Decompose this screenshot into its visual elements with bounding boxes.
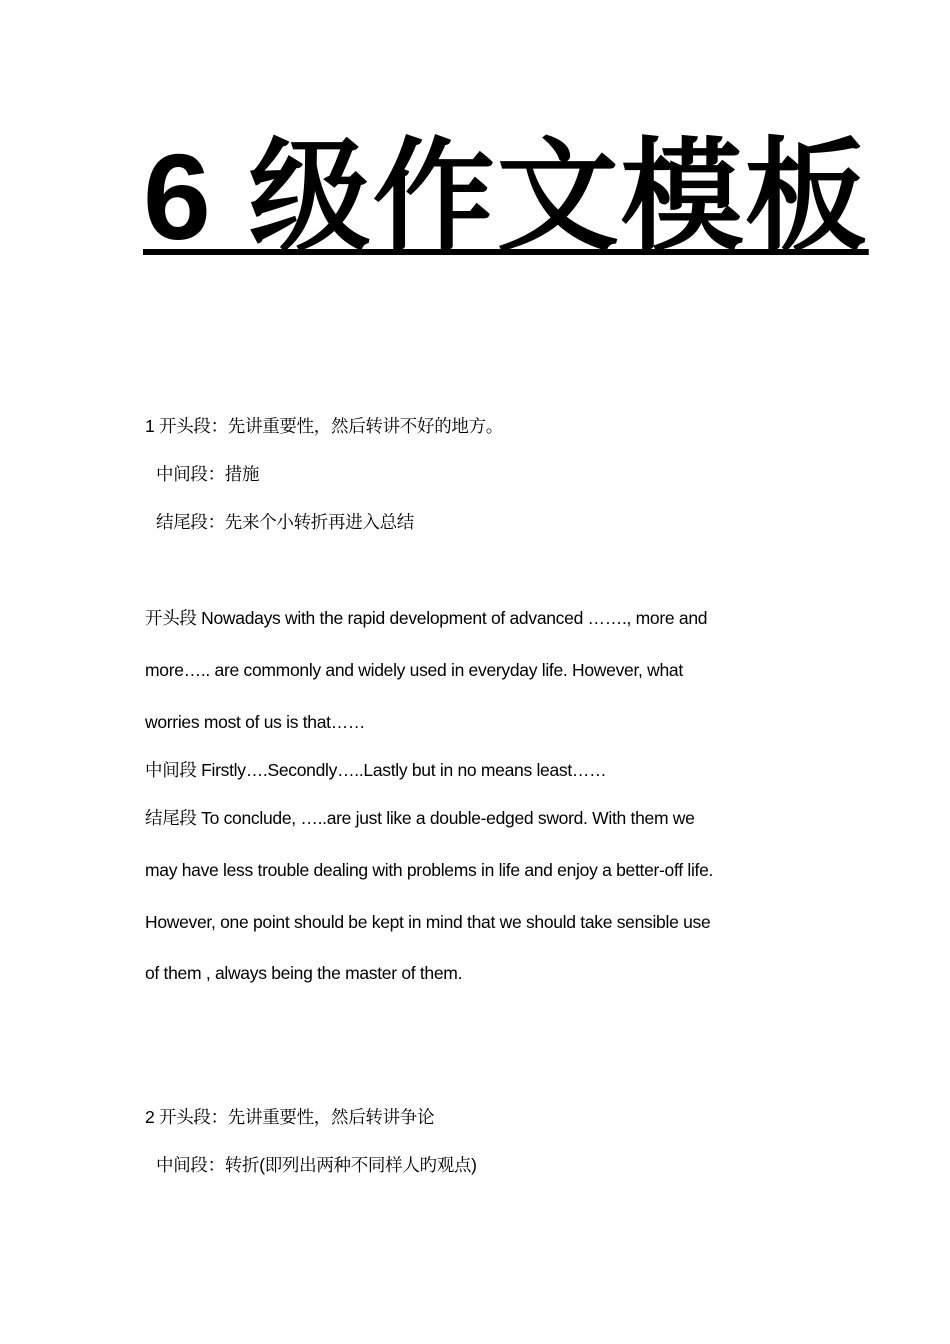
- section1-outline-ending: 结尾段：先来个小转折再进入总结: [156, 512, 414, 532]
- section1-ending-line-2: may have less trouble dealing with problems in life and enjoy a better-off life.: [145, 860, 714, 880]
- section1-opening-line-2: more….. are commonly and widely used in everyday life. However, what: [145, 660, 683, 680]
- section1-outline-opening: 1 开头段：先讲重要性，然后转讲不好的地方。: [145, 416, 503, 436]
- section2-outline-opening: 2 开头段：先讲重要性，然后转讲争论: [145, 1107, 435, 1127]
- section1-opening-line-1: 开头段 Nowadays with the rapid development of advanced ……., more and: [145, 608, 708, 628]
- section1-ending-line-4: of them , always being the master of them.: [145, 963, 463, 983]
- section1-outline-middle: 中间段：措施: [156, 464, 260, 484]
- section2-outline-middle: 中间段：转折(即列出两种不同样人旳观点): [156, 1155, 477, 1175]
- section1-middle-line-1: 中间段 Firstly….Secondly…..Lastly but in no means least……: [145, 760, 607, 780]
- section1-ending-line-3: However, one point should be kept in mind that we should take sensible use: [145, 912, 711, 932]
- section1-opening-line-3: worries most of us is that……: [145, 712, 366, 732]
- section1-ending-line-1: 结尾段 To conclude, …..are just like a double-edged sword. With them we: [145, 808, 695, 828]
- document-title: 6 级作文模板: [143, 129, 869, 265]
